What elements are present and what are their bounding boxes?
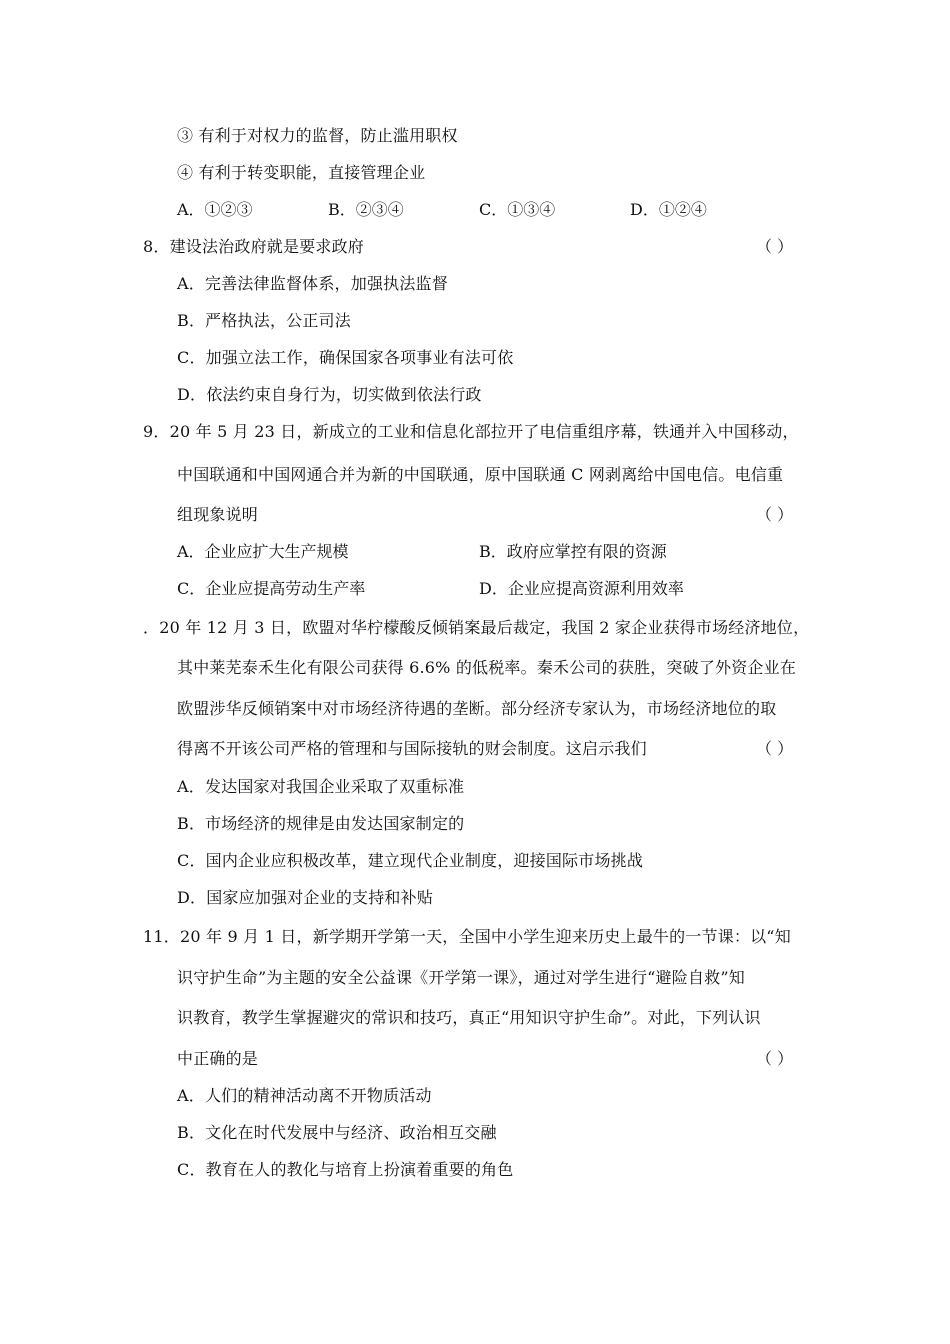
q8-choice-a: A．完善法律监督体系，加强执法监督	[177, 274, 448, 293]
q9-choice-d: D．企业应提高资源利用效率	[479, 579, 684, 598]
q8-stem: 8．建设法治政府就是要求政府	[143, 237, 364, 256]
q9-stem-line-1: 9．20 年 5 月 23 日，新成立的工业和信息化部拉开了电信重组序幕，铁通并入中国移动，	[143, 422, 799, 441]
q11-stem-line-1: 11．20 年 9 月 1 日，新学期开学第一天，全国中小学生迎来历史上最牛的一节课：以“知	[143, 927, 791, 946]
q10-stem-line-1: ．20 年 12 月 3 日，欧盟对华柠檬酸反倾销案最后裁定，我国 2 家企业获得市场经济地位，	[143, 618, 810, 637]
q9-stem-line-2: 中国联通和中国网通合并为新的中国联通，原中国联通 C 网剥离给中国电信。电信重	[177, 465, 784, 484]
q10-stem-line-3: 欧盟涉华反倾销案中对市场经济待遇的垄断。部分经济专家认为，市场经济地位的取	[177, 699, 777, 718]
q10-choice-a: A．发达国家对我国企业采取了双重标准	[177, 777, 465, 796]
q8-choice-b: B．严格执法，公正司法	[177, 311, 351, 330]
q11-answer-paren: （ ）	[756, 1049, 794, 1068]
q8-choice-c: C．加强立法工作，确保国家各项事业有法可依	[177, 348, 514, 367]
q11-stem-line-2: 识守护生命”为主题的安全公益课《开学第一课》，通过对学生进行“避险自救”知	[177, 968, 745, 987]
q11-choice-c: C．教育在人的教化与培育上扮演着重要的角色	[177, 1160, 514, 1179]
q9-answer-paren: （ ）	[756, 505, 794, 524]
q9-stem-line-3: 组现象说明	[177, 505, 259, 524]
q11-stem-line-3: 识教育，教学生掌握避灾的常识和技巧，真正“用知识守护生命”。对此，下列认识	[177, 1008, 761, 1027]
q11-choice-b: B．文化在时代发展中与经济、政治相互交融	[177, 1123, 497, 1142]
q8-answer-paren: （ ）	[756, 237, 794, 256]
q9-choice-a: A．企业应扩大生产规模	[177, 542, 349, 561]
q11-stem-line-4: 中正确的是	[177, 1049, 259, 1068]
q8-choice-d: D．依法约束自身行为，切实做到依法行政	[177, 385, 482, 404]
q7-option-3: ③ 有利于对权力的监督，防止滥用职权	[177, 126, 458, 145]
q9-choice-b: B．政府应掌控有限的资源	[479, 542, 667, 561]
q10-choice-d: D．国家应加强对企业的支持和补贴	[177, 888, 434, 907]
q10-choice-c: C．国内企业应积极改革，建立现代企业制度，迎接国际市场挑战	[177, 851, 644, 870]
q10-choice-b: B．市场经济的规律是由发达国家制定的	[177, 814, 465, 833]
q7-choice-d: D．①②④	[630, 200, 707, 219]
q7-choice-c: C．①③④	[479, 200, 556, 219]
q7-option-4: ④ 有利于转变职能，直接管理企业	[177, 163, 426, 182]
q11-choice-a: A．人们的精神活动离不开物质活动	[177, 1086, 432, 1105]
q7-choice-b: B．②③④	[328, 200, 404, 219]
q10-answer-paren: （ ）	[756, 739, 794, 758]
q7-choice-a: A．①②③	[177, 200, 253, 219]
q10-stem-line-4: 得离不开该公司严格的管理和与国际接轨的财会制度。这启示我们	[177, 739, 647, 758]
q10-stem-line-2: 其中莱芜泰禾生化有限公司获得 6.6% 的低税率。秦禾公司的获胜，突破了外资企业在	[177, 658, 797, 677]
q9-choice-c: C．企业应提高劳动生产率	[177, 579, 366, 598]
